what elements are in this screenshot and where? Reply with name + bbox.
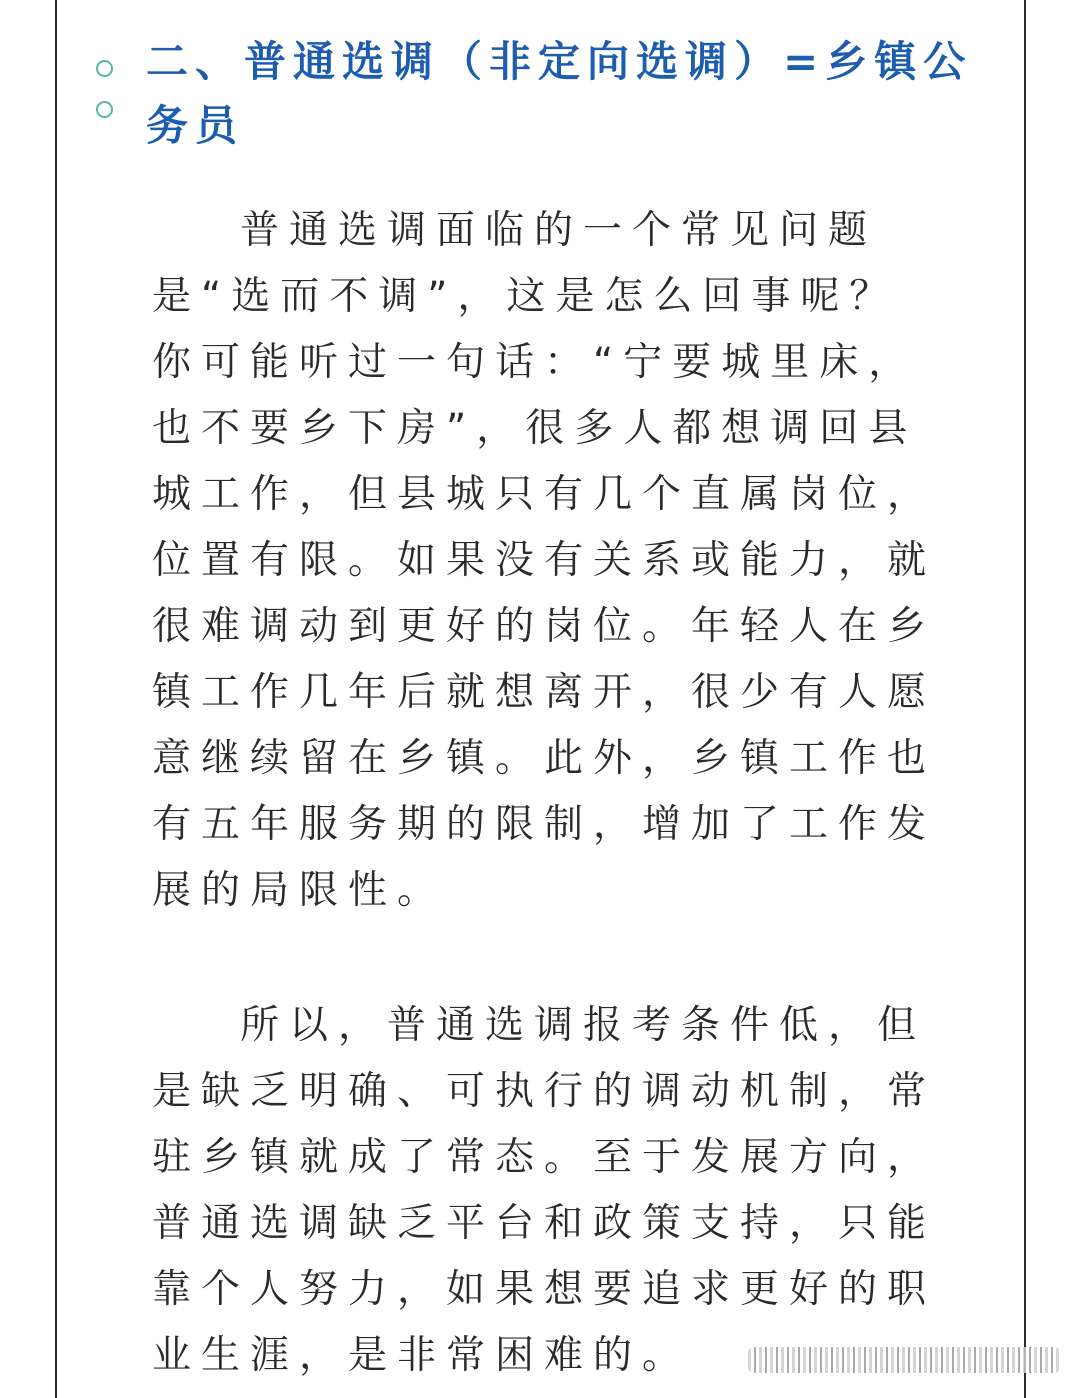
right-border-line: [1024, 0, 1026, 1398]
circle-bullet-icon: [96, 60, 113, 77]
watermark-bars: [748, 1347, 1060, 1373]
watermark-barcode: [748, 1343, 1060, 1377]
section-heading: 二、普通选调（非定向选调）=乡镇公务员: [146, 37, 973, 150]
heading-bullets: [96, 60, 120, 142]
paragraph-1: 普通选调面临的一个常见问题是“选而不调”，这是怎么回事呢？你可能听过一句话：“宁要城里床，也不要乡下房”，很多人都想调回县城工作，但县城只有几个直属岗位，位置有限。如果没有关系或能力，就很难调动到更好的岗位。年轻人在乡镇工作几年后就想离开，很少有人愿意继续留在乡镇。此外，乡镇工作也有五年服务期的限制，增加了工作发展的局限性。: [152, 208, 937, 913]
circle-bullet-icon: [96, 101, 113, 118]
left-border-line: [55, 0, 57, 1398]
paragraph-2: 所以，普通选调报考条件低，但是缺乏明确、可执行的调动机制，常驻乡镇就成了常态。至于发展方向，普通选调缺乏平台和政策支持，只能靠个人努力，如果想要追求更好的职业生涯，是非常困难的。: [152, 1003, 937, 1378]
